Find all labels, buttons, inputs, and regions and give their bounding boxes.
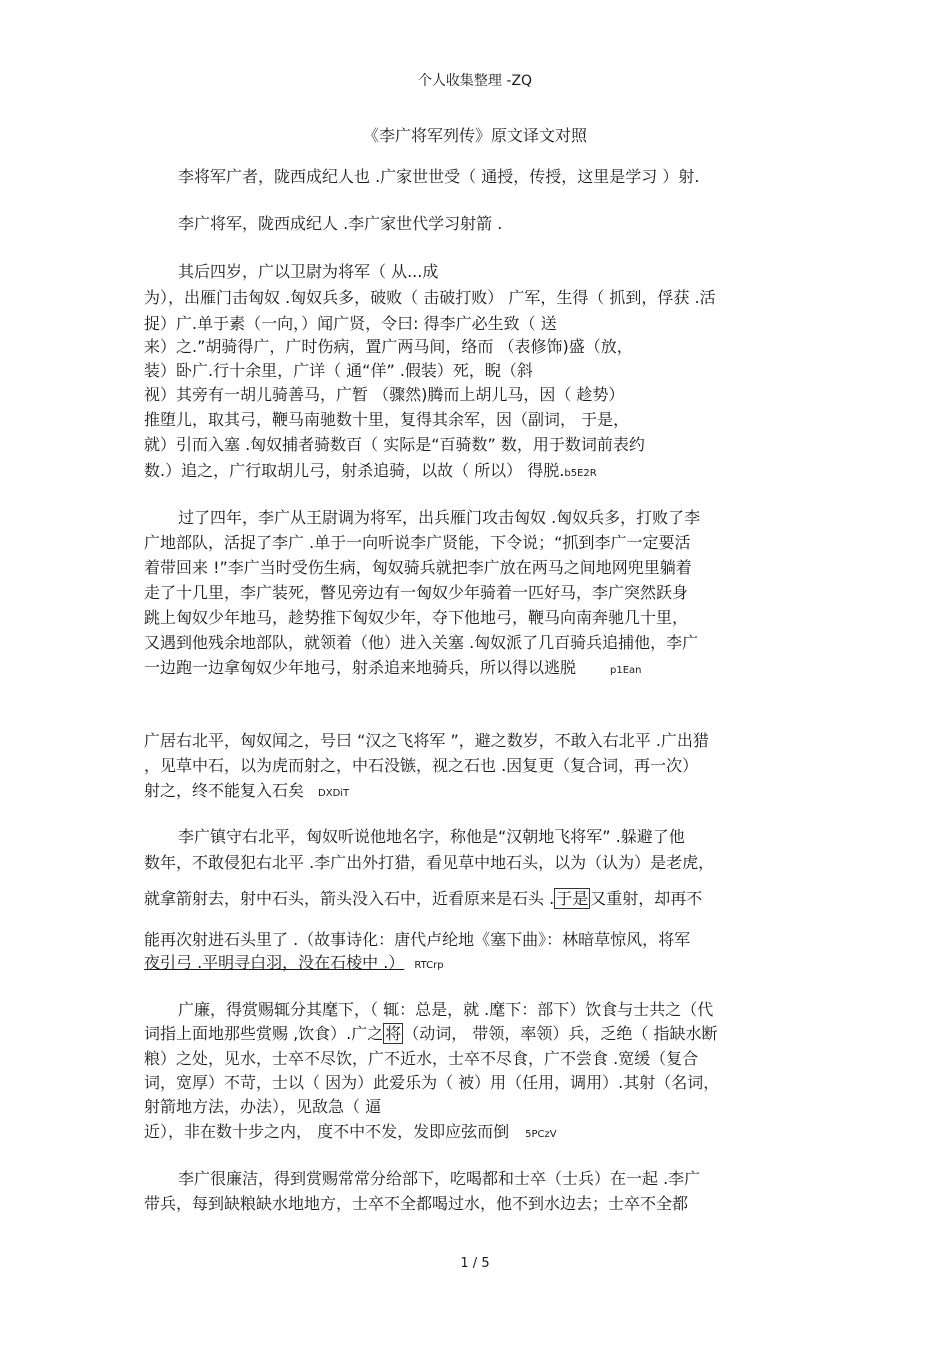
text-line: 粮）之处，见水，士卒不尽饮，广不近水，士卒不尽食，广不尝食 .宽缓（复合 — [144, 1049, 699, 1068]
text-line: 来）之.”胡骑得广，广时伤病，置广两马间，络而 （表修饰)盛（放， — [144, 337, 633, 356]
text-segment: 数.）追之，广行取胡儿弓，射杀追骑，以故（ 所以） 得脱. — [144, 461, 565, 480]
text-line: 走了十几里，李广装死，瞥见旁边有一匈奴少年骑着一匹好马，李广突然跃身 — [144, 583, 689, 602]
text-line: 就）引而入塞 .匈奴捕者骑数百（ 实际是“百骑数” 数，用于数词前表约 — [144, 435, 645, 454]
text-line — [144, 1024, 717, 1044]
text-line: 视）其旁有一胡儿骑善马，广暂 （骤然)腾而上胡儿马，因（ 趁势） — [144, 385, 625, 404]
text-line: 为），出雁门击匈奴 .匈奴兵多，破败（ 击破打败） 广军，生得（ 抓到，俘获 .活 — [144, 288, 716, 307]
text-segment: 射之，终不能复入石矣 — [144, 781, 305, 800]
text-line: 李广将军，陇西成纪人 .李广家世代学习射箭 . — [178, 214, 503, 233]
text-line: 射箭地方法，办法），见敌急（ 逼 — [144, 1097, 382, 1116]
text-line — [144, 461, 597, 484]
reference-code: DXDiT — [318, 788, 350, 799]
text-line: 带兵，每到缺粮缺水地地方，士卒不全都喝过水，他不到水边去；士卒不全都 — [144, 1194, 689, 1213]
page-header: 个人收集整理 -ZQ — [417, 73, 533, 89]
text-line: ，见草中石，以为虎而射之，中石没镞，视之石也 .因复更（复合词，再一次） — [144, 756, 699, 775]
text-line: 装）卧广.行十余里，广详（ 通“佯” .假装）死，睨（斜 — [144, 361, 533, 380]
text-line: 李将军广者，陇西成纪人也 .广家世世受（ 通授，传授，这里是学习 ）射. — [178, 167, 700, 186]
text-line — [144, 1122, 557, 1145]
text-segment: 就拿箭射去，射中石头，箭头没入石中，近看原来是石头 . — [144, 889, 555, 908]
text-line — [144, 781, 349, 804]
text-line — [144, 658, 642, 681]
reference-code: p1Ean — [610, 665, 642, 676]
text-segment: 夜引弓 .平明寻白羽，没在石棱中 .） — [144, 953, 405, 972]
text-line: 推堕儿，取其弓，鞭马南驰数十里，复得其余军，因（副词， 于是， — [144, 410, 630, 429]
text-segment: 又重射，却再不 — [590, 889, 703, 908]
text-line: 过了四年，李广从王尉调为将军，出兵雁门攻击匈奴 .匈奴兵多，打败了李 — [178, 508, 701, 527]
reference-code: RTCrp — [414, 960, 444, 971]
text-segment: （动词， 带领，率领）兵，乏绝（ 指缺水断 — [403, 1024, 718, 1043]
text-line: 广廉，得赏赐辄分其麾下，（ 辄：总是，就 .麾下：部下）饮食与士共之（代 — [178, 1000, 714, 1019]
boxed-word: 将 — [385, 1024, 402, 1043]
text-segment: 一边跑一边拿匈奴少年地弓，射杀追来地骑兵，所以得以逃脱 — [144, 658, 577, 677]
text-line: 李广镇守右北平，匈奴听说他地名字，称他是“汉朝地飞将军” .躲避了他 — [178, 827, 685, 846]
document-title: 《李广将军列传》原文译文对照 — [362, 126, 587, 145]
text-line: 捉）广.单于素（一向，）闻广贤，令曰: 得李广必生致（ 送 — [144, 314, 557, 333]
text-line — [144, 889, 702, 909]
text-line: 其后四岁，广以卫尉为将军（ 从...成 — [178, 262, 439, 281]
text-line: 广地部队，活捉了李广 .单于一向听说李广贤能，下令说；“抓到李广一定要活 — [144, 533, 691, 552]
text-line: 能再次射进石头里了 .（故事诗化：唐代卢纶地《塞下曲》：林暗草惊风，将军 — [144, 930, 691, 949]
text-segment: 词指上面地那些赏赐 ,饮食）.广之 — [144, 1024, 384, 1043]
text-line: 词，宽厚）不苛，士以（ 因为）此爱乐为（ 被）用（任用，调用）.其射（名词， — [144, 1073, 720, 1092]
text-line: 李广很廉洁，得到赏赐常常分给部下，吃喝都和士卒（士兵）在一起 .李广 — [178, 1169, 701, 1188]
text-segment: 近），非在数十步之内， 度不中不发，发即应弦而倒 — [144, 1122, 510, 1141]
text-line: 数年，不敢侵犯右北平 .李广出外打猎，看见草中地石头，以为（认为）是老虎， — [144, 853, 715, 872]
text-line: 广居右北平，匈奴闻之，号曰 “汉之飞将军 ”，避之数岁，不敢入右北平 .广出猎 — [144, 731, 709, 750]
text-line: 跳上匈奴少年地马，趁势推下匈奴少年，夺下他地弓，鞭马向南奔驰几十里， — [144, 608, 689, 627]
reference-code: 5PCzV — [525, 1129, 557, 1140]
page-number: 1 / 5 — [460, 1256, 490, 1271]
boxed-word: 于是 — [556, 889, 589, 908]
text-line — [144, 953, 444, 976]
reference-code: b5E2R — [564, 468, 597, 479]
text-line: 着带回来 !”李广当时受伤生病，匈奴骑兵就把李广放在两马之间地网兜里躺着 — [144, 558, 692, 577]
text-line: 又遇到他残余地部队，就领着（他）进入关塞 .匈奴派了几百骑兵追捕他，李广 — [144, 633, 699, 652]
